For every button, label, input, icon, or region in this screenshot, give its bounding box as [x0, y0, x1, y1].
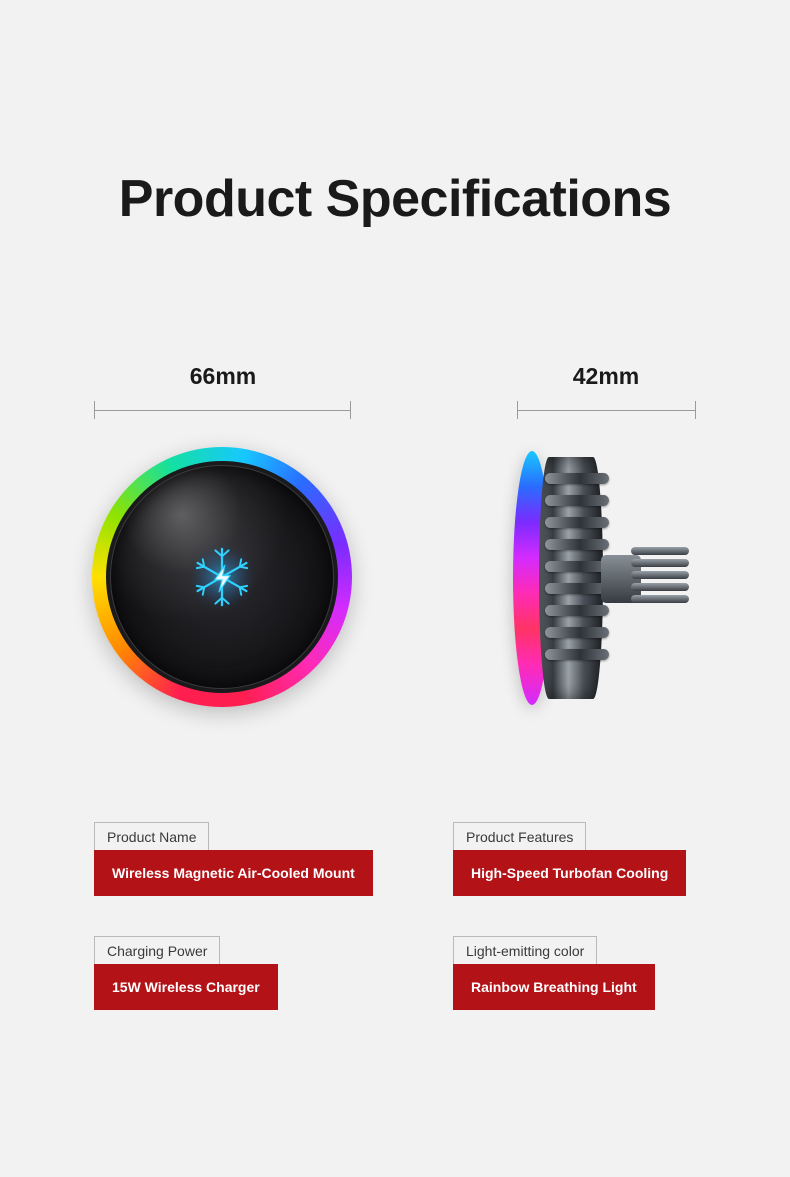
cooling-fin — [545, 561, 609, 572]
mount-coil — [631, 547, 689, 555]
ruler-cap-left — [94, 401, 95, 419]
cooling-fin — [545, 605, 609, 616]
product-front-view-image — [92, 447, 352, 707]
cooling-fin — [545, 517, 609, 528]
spec-value-charging-power: 15W Wireless Charger — [94, 964, 278, 1010]
cooling-fin — [545, 627, 609, 638]
cooling-fin — [545, 649, 609, 660]
spec-header-product-features: Product Features — [453, 822, 586, 850]
side-dimension-ruler — [517, 401, 696, 419]
cooling-fin — [545, 539, 609, 550]
ruler-line — [517, 410, 696, 411]
mount-coil — [631, 559, 689, 567]
spec-block-product-name — [94, 822, 373, 896]
spec-block-light-color — [453, 936, 655, 1010]
cooling-fin — [545, 473, 609, 484]
spec-value-product-features: High-Speed Turbofan Cooling — [453, 850, 686, 896]
turbofan-body — [539, 457, 603, 699]
side-dimension-label: 42mm — [572, 363, 640, 389]
cooling-fin — [545, 495, 609, 506]
spec-block-product-features — [453, 822, 686, 896]
mount-coil — [631, 571, 689, 579]
spec-block-charging-power — [94, 936, 278, 1010]
mount-coil — [631, 583, 689, 591]
spec-header-charging-power: Charging Power — [94, 936, 220, 964]
spec-header-light-color: Light-emitting color — [453, 936, 597, 964]
front-dimension-label: 66mm — [189, 363, 257, 389]
ruler-cap-right — [695, 401, 696, 419]
spec-value-product-name: Wireless Magnetic Air-Cooled Mount — [94, 850, 373, 896]
spec-header-product-name: Product Name — [94, 822, 209, 850]
ruler-cap-right — [350, 401, 351, 419]
product-side-view-image — [505, 447, 705, 709]
page-title: Product Specifications — [118, 169, 672, 228]
cooling-fin — [545, 583, 609, 594]
spec-value-light-color: Rainbow Breathing Light — [453, 964, 655, 1010]
front-dimension-ruler — [94, 401, 351, 419]
ruler-line — [94, 410, 351, 411]
ruler-cap-left — [517, 401, 518, 419]
mount-coil — [631, 595, 689, 603]
snowflake-charging-icon — [185, 540, 259, 614]
charging-pad-face — [110, 465, 334, 689]
